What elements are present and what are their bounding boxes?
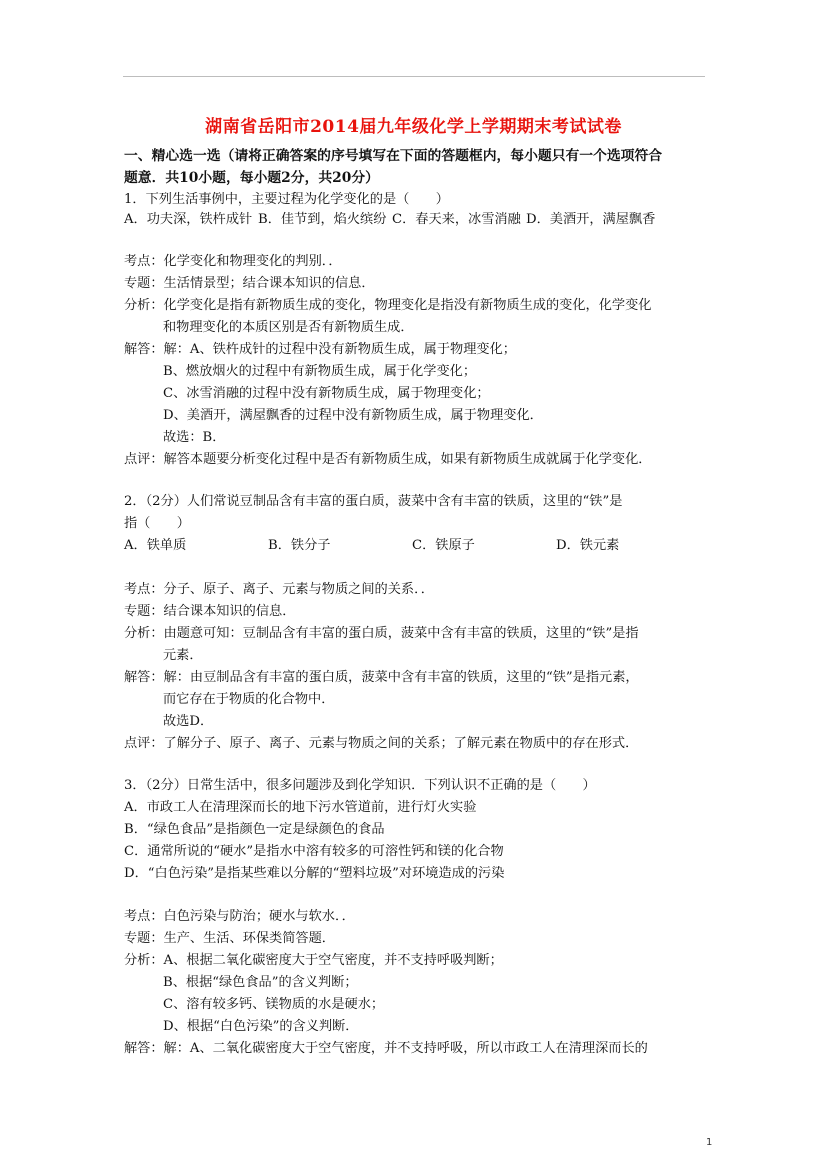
q1-option-b: B．佳节到，焰火缤纷 (258, 212, 387, 227)
q1-fenxi-line2: 和物理变化的本质区别是否有新物质生成． (163, 320, 414, 335)
q2-fenxi-line1: 分析：由题意可知：豆制品含有丰富的蛋白质，菠菜中含有丰富的铁质，这里的“铁”是指 (124, 626, 639, 641)
section-heading-line2: 题意．共10小题，每小题2分，共20分） (124, 170, 379, 186)
q3-fenxi-line4: D、根据“白色污染”的含义判断． (163, 1019, 359, 1034)
q3-option-a: A．市政工人在清理深而长的地下污水管道前，进行灯火实验 (124, 800, 477, 815)
q3-fenxi-line1: 分析：A、根据二氧化碳密度大于空气密度，并不支持呼吸判断； (124, 953, 503, 968)
q3-fenxi-line2: B、根据“绿色食品”的含义判断； (163, 975, 358, 990)
q1-jieda-line1: 解答：解：A、铁杵成针的过程中没有新物质生成，属于物理变化； (124, 342, 516, 357)
q1-kaodian: 考点：化学变化和物理变化的判别．． (124, 254, 342, 269)
section-heading-line1: 一、精心选一选（请将正确答案的序号填写在下面的答题框内，每小题只有一个选项符合 (124, 148, 663, 164)
q3-option-d: D．“白色污染”是指某些难以分解的“塑料垃圾”对环境造成的污染 (124, 866, 505, 881)
q3-jieda-line1: 解答：解：A、二氧化碳密度大于空气密度，并不支持呼吸，所以市政工人在清理深而长的 (124, 1041, 648, 1056)
q2-fenxi-line2: 元素． (163, 648, 203, 663)
q2-option-a: A．铁单质 (124, 538, 187, 553)
header-rule (123, 76, 705, 77)
q1-option-d: D．美酒开，满屋飘香 (526, 212, 656, 227)
q1-jieda-line2: B、燃放烟火的过程中有新物质生成，属于化学变化； (163, 364, 477, 379)
q3-option-c: C．通常所说的“硬水”是指水中溶有较多的可溶性钙和镁的化合物 (124, 844, 504, 859)
q2-option-c: C．铁原子 (412, 538, 475, 553)
q1-jieda-line3: C、冰雪消融的过程中没有新物质生成，属于物理变化； (163, 386, 490, 401)
page-title: 湖南省岳阳市2014届九年级化学上学期期末考试试卷 (205, 117, 622, 137)
page-number: 1 (706, 1137, 713, 1148)
q1-option-c: C．春天来，冰雪消融 (392, 212, 521, 227)
q1-zhuanti: 专题：生活情景型；结合课本知识的信息． (124, 276, 375, 291)
q2-jieda-line1: 解答：解：由豆制品含有丰富的蛋白质，菠菜中含有丰富的铁质，这里的“铁”是指元素， (124, 670, 639, 685)
q1-fenxi-line1: 分析：化学变化是指有新物质生成的变化，物理变化是指没有新物质生成的变化，化学变化 (124, 298, 652, 313)
q2-jieda-line3: 故选D． (163, 714, 214, 729)
q3-option-b: B．“绿色食品”是指颜色一定是绿颜色的食品 (124, 822, 385, 837)
q1-dianping: 点评：解答本题要分析变化过程中是否有新物质生成，如果有新物质生成就属于化学变化． (124, 452, 652, 467)
q2-kaodian: 考点：分子、原子、离子、元素与物质之间的关系．． (124, 582, 434, 597)
q2-jieda-line2: 而它存在于物质的化合物中． (163, 692, 335, 707)
q2-option-b: B．铁分子 (268, 538, 331, 553)
q2-option-d: D．铁元素 (556, 538, 620, 553)
q1-stem: 1．下列生活事例中，主要过程为化学变化的是（ ） (124, 192, 449, 207)
q2-stem-line2: 指（ ） (124, 516, 190, 531)
q1-jieda-line4: D、美酒开，满屋飘香的过程中没有新物质生成，属于物理变化． (163, 408, 543, 423)
q1-options (124, 210, 655, 230)
q1-jieda-line5: 故选：B． (163, 430, 226, 445)
q3-fenxi-line3: C、溶有较多钙、镁物质的水是硬水； (163, 997, 385, 1012)
q2-stem-line1: 2．（2分）人们常说豆制品含有丰富的蛋白质，菠菜中含有丰富的铁质，这里的“铁”是 (124, 494, 623, 509)
q2-dianping: 点评：了解分子、原子、离子、元素与物质之间的关系；了解元素在物质中的存在形式． (124, 736, 639, 751)
q3-stem: 3．（2分）日常生活中，很多问题涉及到化学知识．下列认识不正确的是（ ） (124, 778, 596, 793)
q3-zhuanti: 专题：生产、生活、环保类简答题． (124, 931, 335, 946)
q2-options (124, 536, 619, 556)
q2-zhuanti: 专题：结合课本知识的信息． (124, 604, 296, 619)
q3-kaodian: 考点：白色污染与防治；硬水与软水．． (124, 909, 355, 924)
q1-option-a: A．功夫深，铁杵成针 (124, 212, 253, 227)
